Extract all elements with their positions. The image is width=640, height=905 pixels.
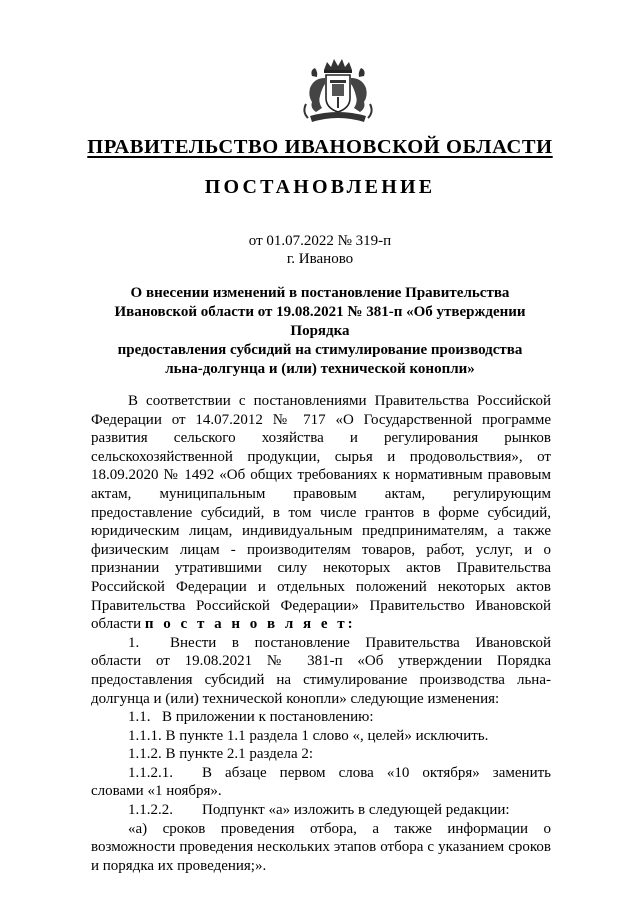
paragraph-1-1-2-1-text: В абзаце первом слова «10 октября» заменить словами «1 ноября». [91,764,551,800]
city: г. Иваново [286,251,354,267]
date-and-number: от 01.07.2022 № 319-п [248,233,392,249]
paragraph-1-1-text: В приложении к постановлению: [162,709,374,726]
paragraph-1-1-2-2 [91,801,551,820]
paragraph-1-1-2-1-number: 1.1.2.1. [128,764,173,781]
title-line: Ивановской области от 19.08.2021 № 381-п «Об утверждении Порядка [114,304,526,339]
date-block [0,232,640,268]
title-line: льна-долгунца и (или) технической конопли» [165,361,475,377]
document-body [91,392,551,875]
organization-heading: ПРАВИТЕЛЬСТВО ИВАНОВСКОЙ ОБЛАСТИ [87,136,553,158]
paragraph-1-1-2: 1.1.2. В пункте 2.1 раздела 2: [128,746,314,763]
document-title [85,284,555,379]
title-line: предоставления субсидий на стимулирование производства [117,342,523,358]
coat-of-arms-icon [300,56,376,128]
preamble-paragraph [91,392,551,634]
paragraph-1-1-number: 1.1. [128,709,151,726]
paragraph-1-1-2-2-text: Подпункт «а» изложить в следующей редакции: [202,802,510,819]
decree-word: п о с т а н о в л я е т: [144,616,356,633]
paragraph-1-text: Внести в постановление Правительства Ивановской области от 19.08.2021 № 381-п «Об утверждении Порядка предоставления субсидий на стимулирование производства льна-долгунца и (или) технической конопли» следующие изменения: [91,634,551,707]
paragraph-1-1-2-2-number: 1.1.2.2. [128,802,173,819]
preamble-text: В соответствии с постановлениями Правительства Российской Федерации от 14.07.2012 № 717 «О Государственной программе развития сельского хозяйства и регулирования рынков сельскохозяйственной продукции, сырья и продовольствия», от 18.09.2020 № 1492 «Об общих требованиях к нормативным правовым актам, муниципальным правовым актам, регулирующим предоставление субсидий, в том числе грантов в форме субсидий, юридическим лицам, индивидуальным предпринимателям, а также физическим лицам - производителям товаров, работ, услуг, и о признании утратившими силу некоторых актов Правительства Российской Федерации и отдельных положений некоторых актов Правительства Российской Федерации» Правительство Ивановской области [91,393,551,633]
paragraph-1-1-1: 1.1.1. В пункте 1.1 раздела 1 слово «, целей» исключить. [128,727,489,744]
document-type-heading: ПОСТАНОВЛЕНИЕ [204,176,436,198]
paragraph-1-number: 1. [128,634,140,651]
paragraph-1-1-2-1 [91,764,551,801]
paragraph-1-1 [91,708,551,727]
quoted-subparagraph: «а) сроков проведения отбора, а также информации о возможности проведения нескольких этапов отбора с указанием сроков и порядка их проведения;». [91,820,551,874]
paragraph-1 [91,634,551,708]
title-line: О внесении изменений в постановление Правительства [130,285,510,301]
